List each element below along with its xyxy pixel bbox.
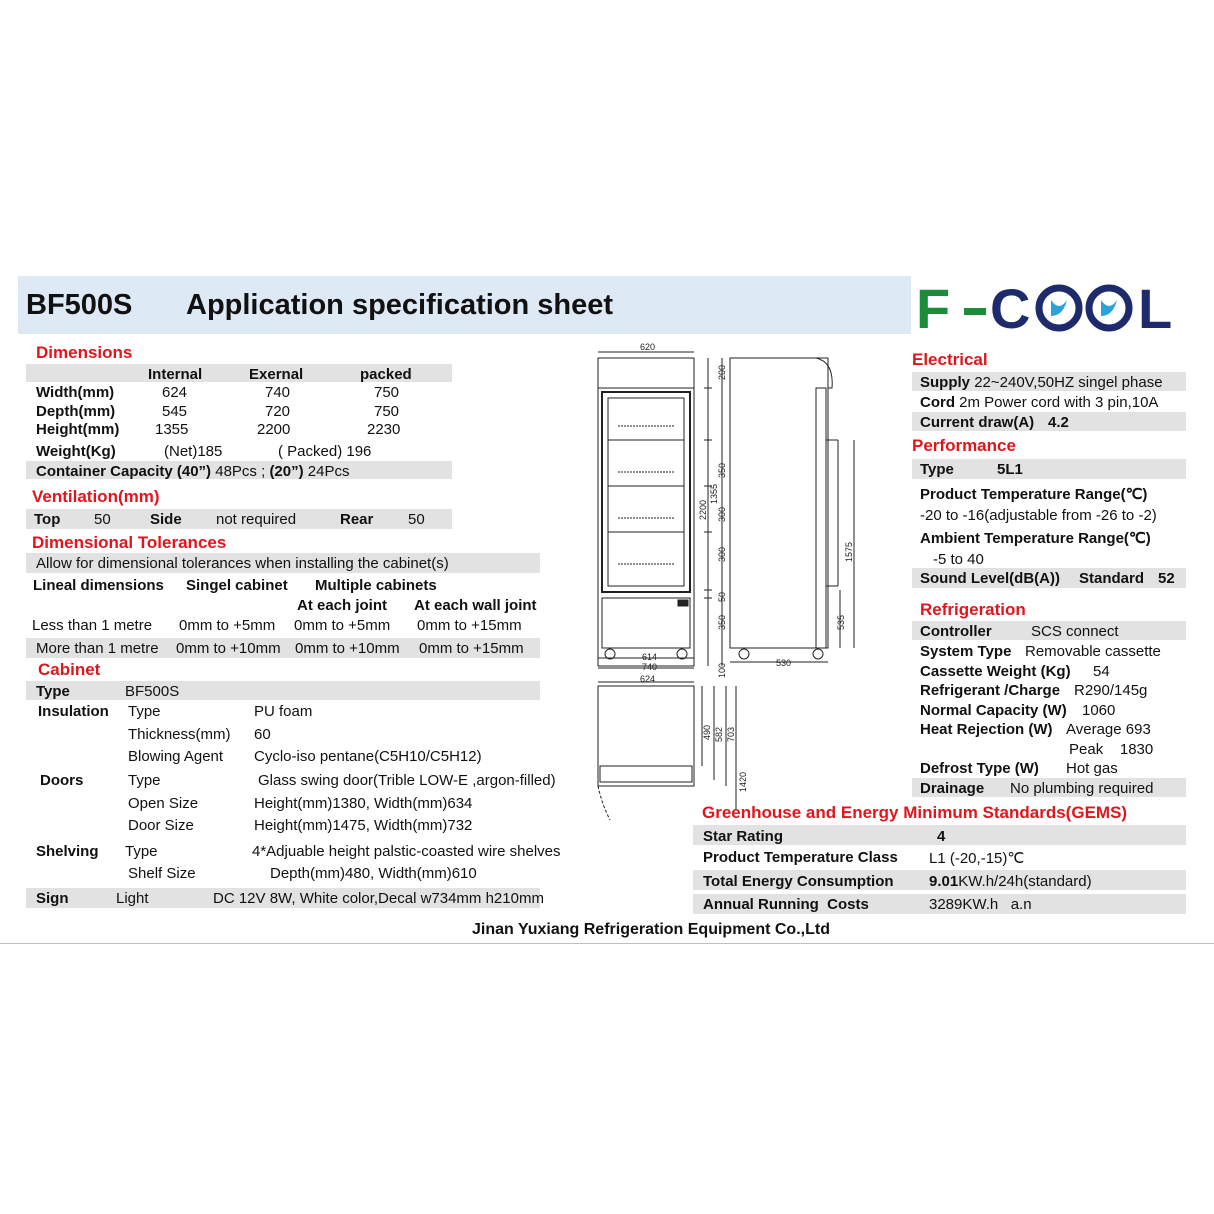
- width-label: Width(mm): [36, 384, 115, 401]
- heat-label: Heat Rejection (W): [920, 721, 1053, 738]
- depth-packed: 750: [374, 403, 400, 420]
- dim-h2200: 2200: [698, 499, 708, 520]
- dim-d703: 703: [726, 726, 736, 742]
- plan-cabinet-outline: [598, 686, 694, 786]
- shelf-type-label: Type: [125, 843, 158, 860]
- dim-h350b: 350: [717, 614, 727, 630]
- cost-label: Annual Running Costs: [703, 896, 869, 913]
- current-value: 4.2: [1048, 414, 1069, 431]
- door-size-value: Height(mm)1475, Width(mm)732: [254, 817, 473, 834]
- dim-h50: 50: [717, 591, 727, 602]
- thickness-value: 60: [254, 726, 271, 743]
- doors-label: Doors: [40, 772, 84, 789]
- col-multiple: Multiple cabinets: [315, 577, 437, 594]
- dim-h300b: 300: [717, 546, 727, 562]
- dim-h1355: 1355: [709, 483, 719, 504]
- width-internal: 624: [162, 384, 188, 401]
- shelf-type-value: 4*Adjuable height palstic-coasted wire shelves: [252, 843, 561, 860]
- height-external: 2200: [257, 421, 291, 438]
- performance-heading: Performance: [912, 436, 1016, 455]
- shelving-label: Shelving: [36, 843, 99, 860]
- door-type-label: Type: [128, 772, 161, 789]
- front-base-grille: [602, 598, 690, 648]
- open-size-label: Open Size: [128, 795, 199, 812]
- dim-d1420: 1420: [738, 771, 748, 792]
- electrical-heading: Electrical: [912, 350, 988, 369]
- vent-side-label: Side: [150, 511, 182, 528]
- model-title: BF500S: [26, 289, 133, 321]
- perf-type-value: 5L1: [997, 461, 1023, 478]
- blowing-label: Blowing Agent: [128, 748, 224, 765]
- capacity-value: 1060: [1082, 702, 1116, 719]
- perf-type-label: Type: [920, 461, 954, 478]
- cassette-value: 54: [1093, 663, 1110, 680]
- capacity-label: Normal Capacity (W): [920, 702, 1067, 719]
- dim-h535: 535: [836, 614, 846, 630]
- tolerances-note: Allow for dimensional tolerances when installing the cabinet(s): [36, 555, 449, 572]
- door-type-value: Glass swing door(Trible LOW-E ,argon-filled): [258, 772, 556, 789]
- depth-external: 720: [265, 403, 291, 420]
- dim-d582: 582: [714, 726, 724, 742]
- vent-side-value: not required: [216, 511, 297, 528]
- vent-rear-value: 50: [408, 511, 425, 528]
- system-label: System Type: [920, 643, 1012, 660]
- company-footer: Jinan Yuxiang Refrigeration Equipment Co.,Ltd: [472, 921, 830, 938]
- cassette-label: Cassette Weight (Kg): [920, 663, 1071, 680]
- star-value: 4: [937, 828, 946, 845]
- thickness-label: Thickness(mm): [128, 726, 231, 743]
- door-swing-arc: [598, 786, 686, 820]
- cord-row: [920, 394, 1158, 411]
- dim-h100: 100: [717, 662, 727, 678]
- cord-value: 2m Power cord with 3 pin,10A: [959, 394, 1159, 411]
- supply-row: [920, 374, 1163, 391]
- star-label: Star Rating: [703, 828, 784, 845]
- insulation-type-value: PU foam: [254, 703, 313, 720]
- supply-label: Supply: [920, 374, 971, 391]
- front-canopy: [598, 358, 694, 388]
- dim-outer-width: 740: [642, 662, 658, 672]
- front-cabinet-outline: [598, 358, 694, 666]
- depth-label: Depth(mm): [36, 403, 116, 420]
- height-packed: 2230: [367, 421, 401, 438]
- sign-light-value: DC 12V 8W, White color,Decal w734mm h210mm: [213, 890, 544, 907]
- energy-label: Total Energy Consumption: [703, 873, 894, 890]
- width-packed: 750: [374, 384, 400, 401]
- refrigeration-heading: Refrigeration: [920, 600, 1026, 619]
- gems-heading: Greenhouse and Energy Minimum Standards(GEMS): [702, 803, 1128, 822]
- height-label: Height(mm): [36, 421, 120, 438]
- drainage-label: Drainage: [920, 780, 985, 797]
- cabinet-heading: Cabinet: [38, 660, 101, 679]
- sound-label: Sound Level(dB(A)): [920, 570, 1060, 587]
- cabinet-type-label: Type: [36, 683, 70, 700]
- technical-drawing: [590, 340, 890, 820]
- heat-peak: Peak 1830: [1069, 741, 1154, 758]
- refrigerant-label: Refrigerant /Charge: [920, 682, 1061, 699]
- f-cool-logo: [914, 276, 1190, 336]
- tol-row2-joint: 0mm to +10mm: [295, 640, 400, 657]
- insulation-type-label: Type: [128, 703, 161, 720]
- tol-row2-single: 0mm to +10mm: [176, 640, 281, 657]
- col-packed: packed: [360, 366, 412, 383]
- tolerances-heading: Dimensional Tolerances: [32, 533, 227, 552]
- dim-top-width: 620: [640, 342, 656, 352]
- tol-row1-wall: 0mm to +15mm: [417, 617, 522, 634]
- tol-row1-joint: 0mm to +5mm: [294, 617, 391, 634]
- sign-light-label: Light: [116, 890, 149, 907]
- side-cabinet-outline: [730, 358, 828, 648]
- col-internal: Internal: [148, 366, 203, 383]
- ventilation-heading: Ventilation(mm): [32, 487, 160, 506]
- prod-temp-label: Product Temperature Range(℃): [920, 486, 1148, 503]
- defrost-label: Defrost Type (W): [920, 760, 1039, 777]
- supply-value: 22~240V,50HZ singel phase: [974, 374, 1163, 391]
- heat-average: Average 693: [1066, 721, 1151, 738]
- container-40-value: 48Pcs ;: [215, 463, 266, 480]
- container-label: Container Capacity: [36, 463, 173, 480]
- container-20-value: 24Pcs: [307, 463, 350, 480]
- col-external: Exernal: [249, 366, 304, 383]
- width-external: 740: [265, 384, 291, 401]
- energy-value: 9.01: [929, 873, 959, 890]
- class-label: Product Temperature Class: [703, 849, 898, 866]
- vent-top-value: 50: [94, 511, 111, 528]
- footer-divider: [0, 943, 1214, 944]
- height-internal: 1355: [155, 421, 189, 438]
- weight-label: Weight(Kg): [36, 443, 116, 460]
- dim-inner-width: 614: [642, 652, 658, 662]
- controller-value: SCS connect: [1031, 623, 1119, 640]
- dimensions-heading: Dimensions: [36, 343, 133, 362]
- dim-h300a: 300: [717, 506, 727, 522]
- energy-unit: KW.h/24h(standard): [958, 873, 1092, 890]
- weight-net: (Net)185: [164, 443, 223, 460]
- container-40-label: (40”): [176, 463, 212, 480]
- tol-row2-wall: 0mm to +15mm: [419, 640, 524, 657]
- container-20-label: (20”): [269, 463, 304, 480]
- depth-internal: 545: [162, 403, 188, 420]
- dim-d490: 490: [702, 724, 712, 740]
- col-wall-joint: At each wall joint: [414, 597, 537, 614]
- col-each-joint: At each joint: [297, 597, 388, 614]
- dim-side-depth: 530: [776, 658, 792, 668]
- blowing-value: Cyclo-iso pentane(C5H10/C5H12): [254, 748, 482, 765]
- tol-row2-label: More than 1 metre: [36, 640, 159, 657]
- dim-h1575: 1575: [844, 541, 854, 562]
- cabinet-type-value: BF500S: [125, 683, 180, 700]
- tol-row1-label: Less than 1 metre: [32, 617, 153, 634]
- dim-h350a: 350: [717, 462, 727, 478]
- tol-row1-single: 0mm to +5mm: [179, 617, 276, 634]
- dim-plan-width: 624: [640, 674, 656, 684]
- container-capacity: [36, 463, 350, 480]
- weight-packed: ( Packed) 196: [278, 443, 372, 460]
- svg-text:F: F: [916, 277, 951, 336]
- open-size-value: Height(mm)1380, Width(mm)634: [254, 795, 473, 812]
- amb-temp-value: -5 to 40: [933, 551, 984, 568]
- front-door: [602, 392, 690, 592]
- col-single: Singel cabinet: [186, 577, 288, 594]
- cord-label: Cord: [920, 394, 955, 411]
- class-value: L1 (-20,-15)℃: [929, 850, 1025, 867]
- energy-row: [929, 873, 1092, 890]
- vent-top-label: Top: [34, 511, 61, 528]
- door-size-label: Door Size: [128, 817, 194, 834]
- insulation-label: Insulation: [38, 703, 109, 720]
- sound-standard-label: Standard: [1079, 570, 1145, 587]
- system-value: Removable cassette: [1025, 643, 1161, 660]
- page-title: Application specification sheet: [186, 289, 614, 321]
- refrigerant-value: R290/145g: [1074, 682, 1148, 699]
- sound-value: 52: [1158, 570, 1175, 587]
- drainage-value: No plumbing required: [1010, 780, 1154, 797]
- cost-value: 3289KW.h a.n: [929, 896, 1032, 913]
- svg-text:C: C: [990, 277, 1031, 336]
- shelf-size-label: Shelf Size: [128, 865, 196, 882]
- prod-temp-value: -20 to -16(adjustable from -26 to -2): [920, 507, 1157, 524]
- vent-rear-label: Rear: [340, 511, 374, 528]
- sign-label: Sign: [36, 890, 69, 907]
- dim-h200: 200: [717, 364, 727, 380]
- shelf-size-value: Depth(mm)480, Width(mm)610: [270, 865, 477, 882]
- amb-temp-label: Ambient Temperature Range(℃): [920, 530, 1151, 547]
- controller-label: Controller: [920, 623, 992, 640]
- current-label: Current draw(A): [920, 414, 1035, 431]
- cabinet-type-bar: [26, 681, 540, 700]
- defrost-value: Hot gas: [1066, 760, 1118, 777]
- col-lineal: Lineal dimensions: [33, 577, 164, 594]
- svg-text:L: L: [1138, 277, 1173, 336]
